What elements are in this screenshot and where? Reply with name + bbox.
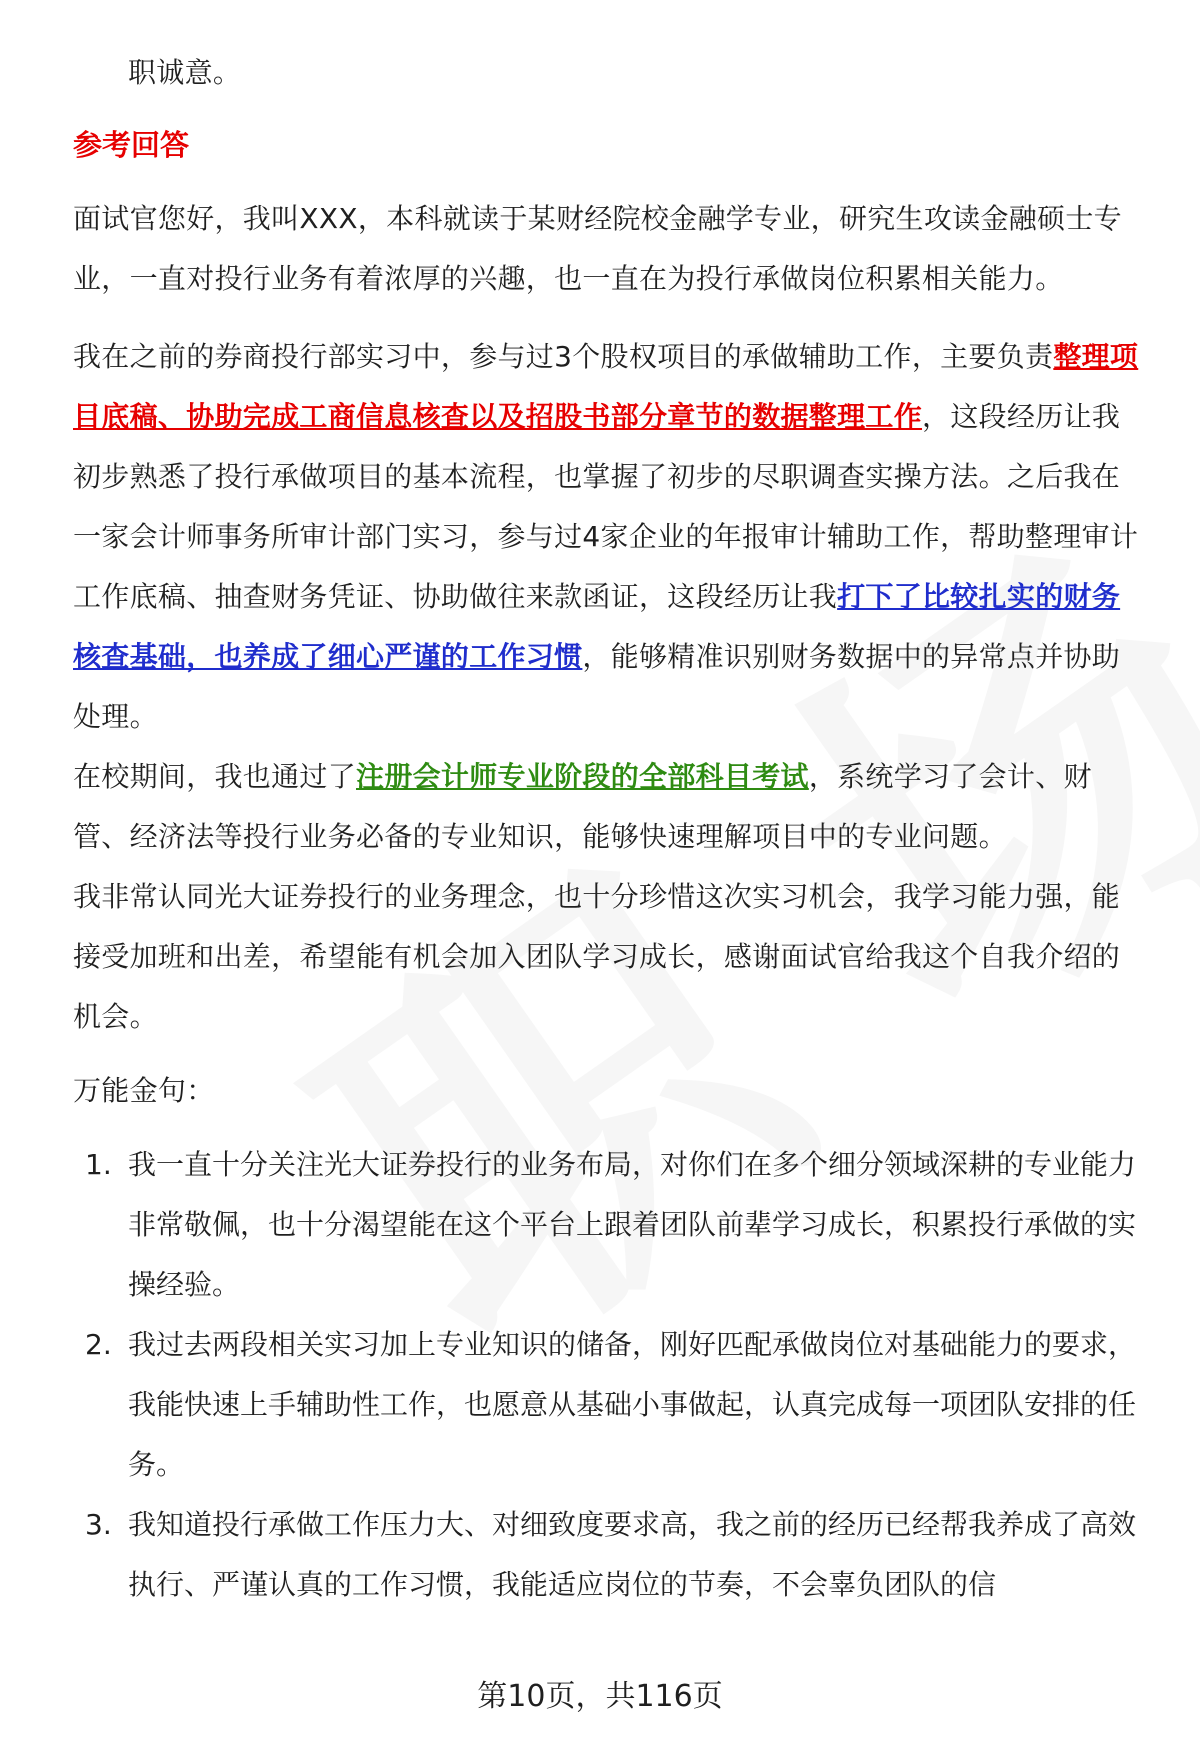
paragraph-3	[73, 747, 1148, 867]
highlight-green: 注册会计师专业阶段的全部科目考试	[356, 760, 809, 793]
paragraph-1: 面试官您好，我叫XXX，本科就读于某财经院校金融学专业，研究生攻读金融硕士专业，一直对投行业务有着浓厚的兴趣，也一直在为投行承做岗位积累相关能力。	[73, 202, 1122, 295]
paragraph-2	[73, 327, 1148, 747]
paragraph-4: 我非常认同光大证券投行的业务理念，也十分珍惜这次实习机会，我学习能力强，能接受加班和出差，希望能有机会加入团队学习成长，感谢面试官给我这个自我介绍的机会。	[73, 880, 1121, 1033]
list-item-number: 2.	[85, 1328, 112, 1361]
section-heading: 参考回答	[73, 128, 190, 162]
highlight-blue: 打下了比较扎实的财务核查基础，也养成了细心严谨的工作习惯	[73, 580, 1121, 673]
intro-tail: 职诚意。	[128, 56, 242, 89]
list-item-number: 3.	[85, 1508, 112, 1541]
list-item	[73, 1315, 1148, 1495]
document-page	[73, 0, 1148, 1615]
list-item-text: 我过去两段相关实习加上专业知识的储备，刚好匹配承做岗位对基础能力的要求，我能快速上手辅助性工作，也愿意从基础小事做起，认真完成每一项团队安排的任务。	[128, 1328, 1137, 1481]
list-item	[73, 1495, 1148, 1615]
golden-list	[73, 1135, 1148, 1615]
list-item-text: 我知道投行承做工作压力大、对细致度要求高，我之前的经历已经帮我养成了高效执行、严谨认真的工作习惯，我能适应岗位的节奏，不会辜负团队的信	[128, 1508, 1137, 1601]
list-item-number: 1.	[85, 1148, 112, 1181]
paragraph-3-text-a: 在校期间，我也通过了	[73, 760, 357, 793]
paragraph-2-text-a: 我在之前的券商投行部实习中，参与过3个股权项目的承做辅助工作，主要负责	[73, 340, 1054, 373]
page-footer: 第10页，共116页	[477, 1679, 723, 1714]
list-item	[73, 1135, 1148, 1315]
paragraph-2-text-b: ，这段经历让我初步熟悉了投行承做项目的基本流程，也掌握了初步的尽职调查实操方法。之后我在一家会计师事务所审计部门实习，参与过4家企业的年报审计辅助工作，帮助整理审计工作底稿、抽查财务凭证、协助做往来款函证，这段经历让我	[73, 400, 1139, 613]
golden-title: 万能金句：	[73, 1074, 215, 1107]
list-item-text: 我一直十分关注光大证券投行的业务布局，对你们在多个细分领域深耕的专业能力非常敬佩，也十分渴望能在这个平台上跟着团队前辈学习成长，积累投行承做的实操经验。	[128, 1148, 1137, 1301]
paragraph-2-text-c: ，能够精准识别财务数据中的异常点并协助处理。	[73, 640, 1121, 733]
paragraph-3-text-b: ，系统学习了会计、财管、经济法等投行业务必备的专业知识，能够快速理解项目中的专业问题。	[73, 760, 1092, 853]
highlight-red: 整理项目底稿、协助完成工商信息核查以及招股书部分章节的数据整理工作	[73, 340, 1139, 433]
